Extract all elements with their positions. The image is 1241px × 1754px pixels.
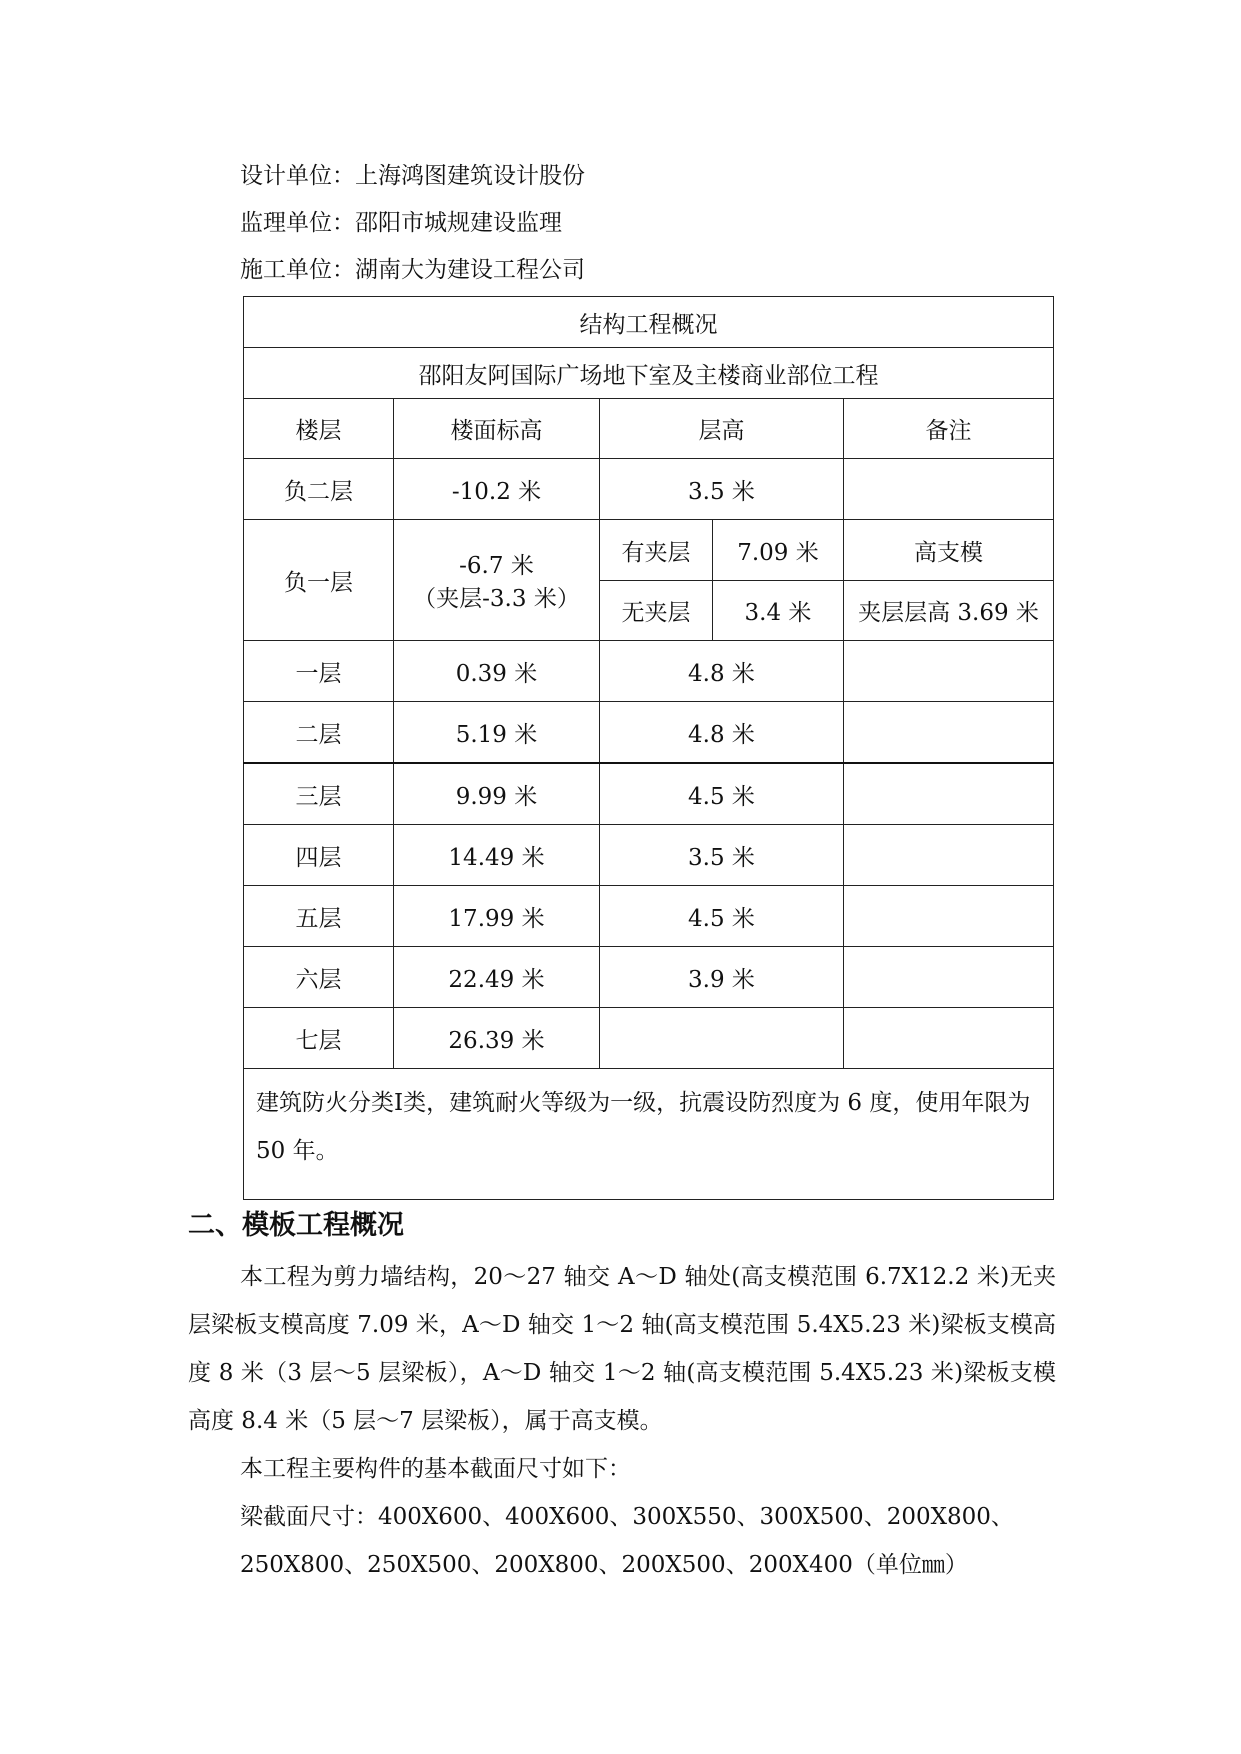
elevation-cell: 5.19 米 <box>394 702 600 764</box>
table-row <box>244 825 1054 886</box>
elevation-main: -6.7 米 <box>459 553 534 579</box>
note-cell <box>844 702 1054 764</box>
note-cell <box>844 641 1054 702</box>
floor-cell: 七层 <box>244 1008 394 1069</box>
height-cell: 3.5 米 <box>600 825 844 886</box>
header-height: 层高 <box>600 399 844 459</box>
formwork-overview-paragraph: 本工程为剪力墙结构，20～27 轴交 A～D 轴处(高支模范围 6.7X12.2 米)无夹层梁板支模高度 7.09 米，A～D 轴交 1～2 轴(高支模范围 5.4X5.23 米)梁板支模高度 8 米（3 层～5 层梁板），A～D 轴交 1～2 轴(高支模范围 5.4X5.23 米)梁板支模高度 8.4 米（5 层～7 层梁板），属于高支模。 <box>188 1264 1056 1434</box>
elevation-cell: 14.49 米 <box>394 825 600 886</box>
elevation-cell: -10.2 米 <box>394 459 600 520</box>
table-row <box>244 947 1054 1008</box>
height-cell: 7.09 米 <box>713 520 844 581</box>
floor-cell: 六层 <box>244 947 394 1008</box>
table-title: 结构工程概况 <box>244 297 1054 348</box>
elevation-cell: 0.39 米 <box>394 641 600 702</box>
floor-cell: 三层 <box>244 763 394 825</box>
floor-cell: 负一层 <box>244 520 394 641</box>
height-cell: 4.8 米 <box>600 641 844 702</box>
table-row <box>244 520 1054 581</box>
elevation-cell <box>394 520 600 641</box>
height-cell: 3.9 米 <box>600 947 844 1008</box>
elevation-cell: 9.99 米 <box>394 763 600 825</box>
table-row <box>244 886 1054 947</box>
table-subtitle: 邵阳友阿国际广场地下室及主楼商业部位工程 <box>244 348 1054 399</box>
header-note: 备注 <box>844 399 1054 459</box>
elevation-cell: 22.49 米 <box>394 947 600 1008</box>
elevation-cell: 26.39 米 <box>394 1008 600 1069</box>
height-cell: 3.4 米 <box>713 581 844 641</box>
header-floor: 楼层 <box>244 399 394 459</box>
floor-cell: 一层 <box>244 641 394 702</box>
construction-unit: 施工单位：湖南大为建设工程公司 <box>240 257 585 283</box>
elevation-sub: （夹层-3.3 米） <box>413 586 580 612</box>
supervision-unit: 监理单位：邵阳市城规建设监理 <box>240 210 562 236</box>
section-intro-paragraph: 本工程主要构件的基本截面尺寸如下： <box>240 1456 631 1482</box>
table-header-row <box>244 399 1054 459</box>
height-cell: 4.5 米 <box>600 886 844 947</box>
floor-cell: 二层 <box>244 702 394 764</box>
table-footnote: 建筑防火分类Ⅰ类，建筑耐火等级为一级，抗震设防烈度为 6 度，使用年限为 50 年。 <box>244 1069 1054 1200</box>
floor-cell: 五层 <box>244 886 394 947</box>
height-cell: 3.5 米 <box>600 459 844 520</box>
height-cell: 4.5 米 <box>600 763 844 825</box>
structure-overview-table <box>243 296 1054 1200</box>
mezzanine-label-cell: 有夹层 <box>600 520 713 581</box>
note-cell <box>844 947 1054 1008</box>
height-cell: 4.8 米 <box>600 702 844 764</box>
note-cell <box>844 886 1054 947</box>
table-row <box>244 459 1054 520</box>
note-cell: 夹层层高 3.69 米 <box>844 581 1054 641</box>
header-elevation: 楼面标高 <box>394 399 600 459</box>
floor-cell: 负二层 <box>244 459 394 520</box>
mezzanine-label-cell: 无夹层 <box>600 581 713 641</box>
design-unit: 设计单位：上海鸿图建筑设计股份 <box>240 163 585 189</box>
floor-cell: 四层 <box>244 825 394 886</box>
note-cell <box>844 763 1054 825</box>
section-heading: 二、模板工程概况 <box>188 1210 404 1241</box>
table-row <box>244 702 1054 764</box>
note-cell <box>844 1008 1054 1069</box>
note-cell <box>844 825 1054 886</box>
note-cell: 高支模 <box>844 520 1054 581</box>
beam-section-paragraph: 梁截面尺寸：400X600、400X600、300X550、300X500、200X800、250X800、250X500、200X800、200X500、200X400（单位㎜） <box>240 1504 1014 1578</box>
table-row <box>244 641 1054 702</box>
note-cell <box>844 459 1054 520</box>
table-row <box>244 763 1054 825</box>
height-cell <box>600 1008 844 1069</box>
table-row <box>244 1008 1054 1069</box>
elevation-cell: 17.99 米 <box>394 886 600 947</box>
